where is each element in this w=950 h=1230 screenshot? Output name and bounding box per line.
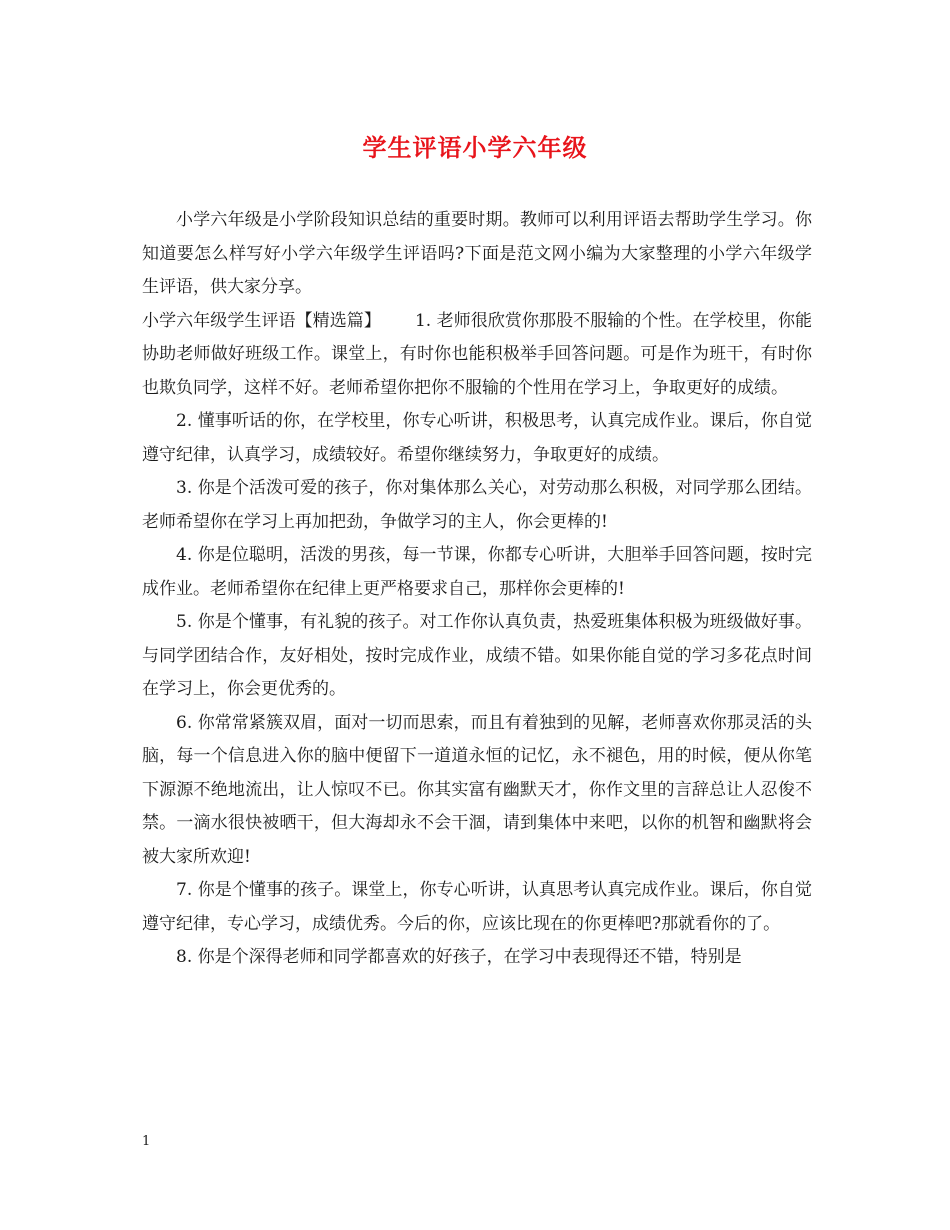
page-title: 学生评语小学六年级 xyxy=(362,133,588,162)
comment-item-8: 8. 你是个深得老师和同学都喜欢的好孩子，在学习中表现得还不错，特别是 xyxy=(176,947,742,967)
comment-item-6: 6. 你常常紧簇双眉，面对一切而思索，而且有着独到的见解，老师喜欢你那灵活的头脑，每一个信息进入你的脑中便留下一道道永恒的记忆，永不褪色，用的时候，便从你笔下源源不绝地流出，让人惊叹不已。你其实富有幽默天才，你作文里的言辞总让人忍俊不禁。一滴水很快被晒干，但大海却永不会干涸，请到集体中来吧，以你的机智和幽默将会被大家所欢迎! xyxy=(142,712,812,867)
section-heading: 小学六年级学生评语【精选篇】 xyxy=(142,310,381,331)
comment-item-2: 2. 懂事听话的你，在学校里，你专心听讲，积极思考，认真完成作业。课后，你自觉遵守纪律，认真学习，成绩较好。希望你继续努力，争取更好的成绩。 xyxy=(142,411,812,465)
comment-item-4: 4. 你是位聪明，活泼的男孩，每一节课，你都专心听讲，大胆举手回答问题，按时完成作业。老师希望你在纪律上更严格要求自己，那样你会更棒的! xyxy=(142,545,812,599)
comment-item-3: 3. 你是个活泼可爱的孩子，你对集体那么关心，对劳动那么积极，对同学那么团结。老师希望你在学习上再加把劲，争做学习的主人，你会更棒的! xyxy=(142,478,812,532)
intro-paragraph: 小学六年级是小学阶段知识总结的重要时期。教师可以利用评语去帮助学生学习。你知道要怎么样写好小学六年级学生评语吗?下面是范文网小编为大家整理的小学六年级学生评语，供大家分享。 xyxy=(142,210,812,297)
section-paragraph xyxy=(142,305,812,406)
document-body xyxy=(142,204,812,975)
comment-item-7: 7. 你是个懂事的孩子。课堂上，你专心听讲，认真思考认真完成作业。课后，你自觉遵守纪律，专心学习，成绩优秀。今后的你，应该比现在的你更棒吧?那就看你的了。 xyxy=(142,880,812,934)
comment-item-1: 1. 老师很欣赏你那股不服输的个性。在学校里，你能协助老师做好班级工作。课堂上，有时你也能积极举手回答问题。可是作为班干，有时你也欺负同学，这样不好。老师希望你把你不服输的个性用在学习上，争取更好的成绩。 xyxy=(142,310,813,398)
comment-item-5: 5. 你是个懂事，有礼貌的孩子。对工作你认真负责，热爱班集体积极为班级做好事。与同学团结合作，友好相处，按时完成作业，成绩不错。如果你能自觉的学习多花点时间在学习上，你会更优秀的。 xyxy=(142,612,812,699)
page-number: 1 xyxy=(142,1134,151,1149)
